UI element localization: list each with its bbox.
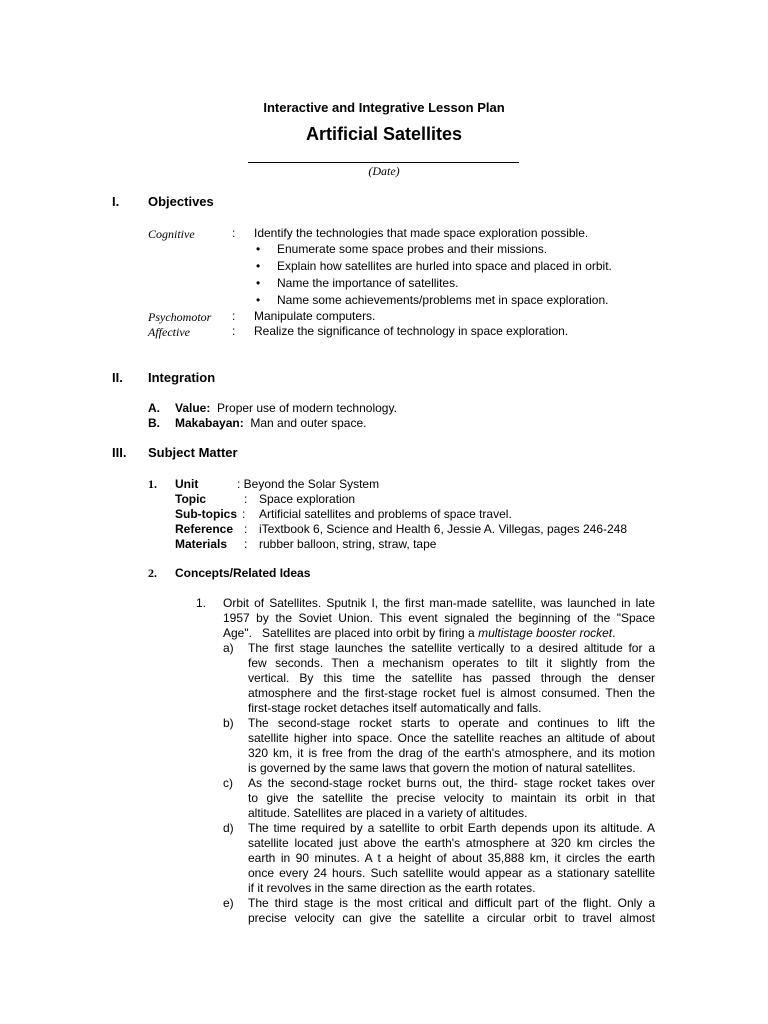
concept-item-marker: 1.	[196, 596, 207, 610]
subject-row-label: Reference	[175, 522, 234, 536]
bullet-marker: •	[256, 276, 261, 290]
bullet-marker: •	[256, 293, 261, 307]
objective-bullet: Explain how satellites are hurled into space and placed in orbit.	[277, 259, 612, 273]
date-label: (Date)	[368, 164, 400, 178]
subitem-line: if it revolves in the same direction as the earth rotates.	[248, 881, 536, 895]
section-heading-integration: Integration	[148, 370, 216, 385]
subitem-line: vertical. By this time the satellite has passed through the denser	[248, 671, 655, 685]
subitem-line: The time required by a satellite to orbit Earth depends upon its altitude. A	[248, 821, 655, 835]
cognitive-text: Identify the technologies that made space exploration possible.	[254, 226, 589, 240]
subitem-line: few seconds. Then a mechanism operates to tilt it slightly from the	[248, 656, 655, 670]
subitem-line: The third stage is the most critical and difficult part of the flight. Only a	[248, 896, 655, 910]
concept-intro-line-last	[223, 626, 615, 640]
psychomotor-text: Manipulate computers.	[254, 309, 376, 323]
subject-row-colon: :	[242, 507, 246, 521]
document-title: Artificial Satellites	[305, 124, 463, 144]
subitem-line: The second-stage rocket starts to operate and continues to lift the	[248, 716, 655, 730]
subitem-line: to give the satellite the precise velocity to maintain its orbit in that	[248, 791, 655, 805]
subitem-line: atmosphere and the first-stage rocket fuel is almost consumed. Then the	[248, 686, 655, 700]
subitem-line: As the second-stage rocket burns out, the third- stage rocket takes over	[248, 776, 655, 790]
subject-row-text: iTextbook 6, Science and Health 6, Jessie A. Villegas, pages 246-248	[259, 522, 628, 536]
section-heading-subject: Subject Matter	[148, 445, 238, 460]
affective-colon: :	[232, 324, 236, 338]
integration-label: Makabayan:	[175, 416, 244, 430]
subitem-line: once every 24 hours. Such satellite would appear as a stationary satellite	[248, 866, 655, 880]
subitem-marker: a)	[223, 641, 234, 655]
subject-row-label: Sub-topics	[175, 507, 237, 521]
integration-marker: A.	[148, 401, 160, 415]
integration-text: Proper use of modern technology.	[217, 401, 397, 415]
subitem-marker: d)	[223, 821, 234, 835]
integration-label: Value:	[175, 401, 211, 415]
section-heading-objectives: Objectives	[148, 194, 214, 209]
concept-intro-line: 1957 by the Soviet Union. This event signaled the beginning of the "Space	[223, 611, 655, 625]
objective-bullet: Name some achievements/problems met in space exploration.	[277, 293, 609, 307]
psychomotor-label: Psychomotor	[148, 310, 212, 324]
psychomotor-colon: :	[232, 309, 236, 323]
subitem-line: earth in 90 minutes. A t a height of about 35,888 km, it circles the earth	[248, 851, 655, 865]
subject-row-colon: :	[244, 522, 248, 536]
subitem-line: satellite higher into space. Once the satellite reaches an altitude of about	[248, 731, 655, 745]
subitem-line: 320 km, it is free from the drag of the earth's atmosphere, and its motion	[248, 746, 655, 760]
subitem-marker: c)	[223, 776, 233, 790]
bullet-marker: •	[256, 242, 261, 256]
subitem-line: is governed by the same laws that govern the motion of natural satellites.	[248, 761, 636, 775]
subject-row-label: Materials	[175, 537, 228, 551]
subject-row-colon: :	[244, 537, 248, 551]
integration-item	[175, 401, 397, 415]
concept-intro-line: Orbit of Satellites. Sputnik I, the first man-made satellite, was launched in late	[223, 596, 655, 610]
cognitive-colon: :	[232, 226, 236, 240]
cognitive-label: Cognitive	[148, 227, 195, 241]
bullet-marker: •	[256, 259, 261, 273]
section-numeral-integration: II.	[112, 370, 123, 385]
subitem-marker: e)	[223, 896, 234, 910]
concepts-marker: 2.	[148, 566, 157, 580]
objective-bullet: Name the importance of satellites.	[277, 276, 459, 290]
integration-marker: B.	[148, 416, 160, 430]
affective-label: Affective	[148, 325, 190, 339]
subitem-marker: b)	[223, 716, 234, 730]
unit-text: : Beyond the Solar System	[237, 477, 380, 491]
section-numeral-objectives: I.	[112, 194, 120, 209]
subject-row-text: Space exploration	[259, 492, 356, 506]
subject-row-text: Artificial satellites and problems of space travel.	[259, 507, 512, 521]
subitem-line: satellite located just above the earth's atmosphere at 320 km circles the	[248, 836, 655, 850]
integration-item	[175, 416, 366, 430]
subitem-line: first-stage rocket detaches itself automatically and falls.	[248, 701, 542, 715]
subitem-line: altitude. Satellites are placed in a variety of altitudes.	[248, 806, 528, 820]
unit-marker: 1.	[148, 477, 157, 491]
subject-row-colon: :	[244, 492, 248, 506]
intro-text: Age". Satellites are placed into orbit by firing a	[223, 626, 479, 640]
integration-text: Man and outer space.	[250, 416, 367, 430]
subitem-line: The first stage launches the satellite vertically to a desired altitude for a	[248, 641, 655, 655]
subject-row-text: rubber balloon, string, straw, tape	[259, 537, 437, 551]
section-numeral-subject: III.	[112, 445, 127, 460]
subject-row-label: Topic	[175, 492, 207, 506]
date-line	[248, 162, 519, 163]
document-subtitle: Interactive and Integrative Lesson Plan	[263, 100, 505, 115]
intro-text-end: .	[612, 626, 616, 640]
unit-label: Unit	[175, 477, 199, 491]
subitem-line: precise velocity can give the satellite a circular orbit to travel almost	[248, 911, 655, 925]
affective-text: Realize the significance of technology in space exploration.	[254, 324, 569, 338]
concepts-heading: Concepts/Related Ideas	[175, 566, 311, 580]
intro-emphasis: multistage booster rocket	[478, 626, 613, 640]
objective-bullet: Enumerate some space probes and their missions.	[277, 242, 548, 256]
